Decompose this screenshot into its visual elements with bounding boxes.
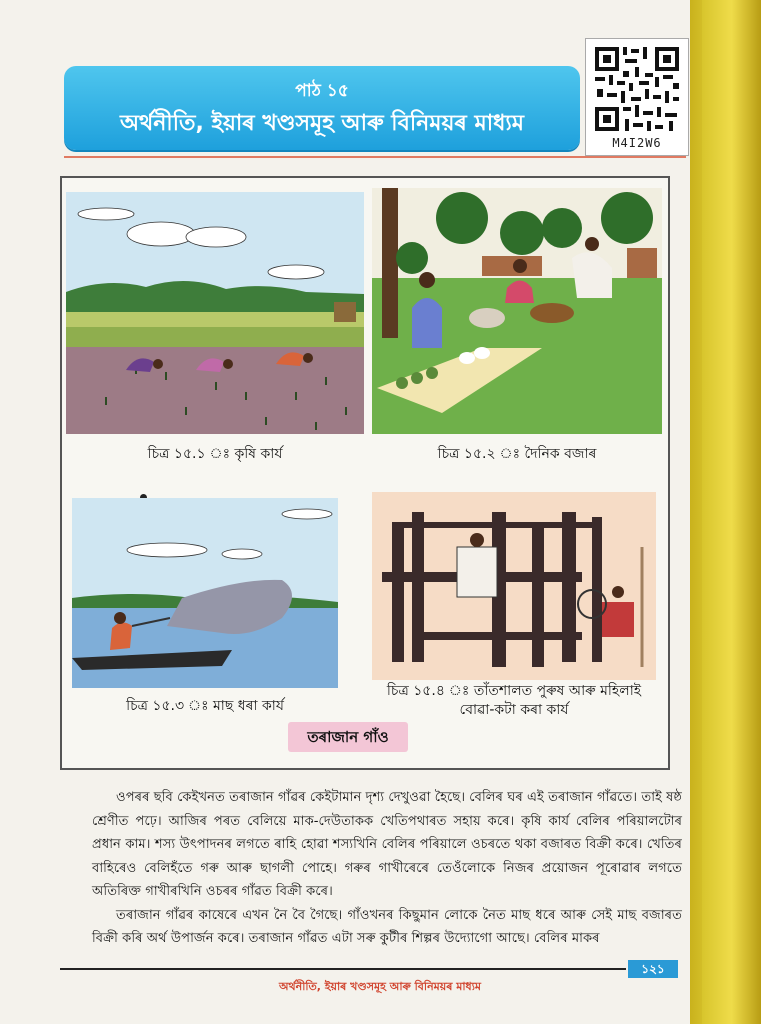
figure-caption-multiline xyxy=(372,682,656,720)
lesson-banner xyxy=(64,66,580,150)
qr-code-text: M4I2W6 xyxy=(612,136,662,150)
qr-code-icon xyxy=(593,45,681,133)
farming-illustration xyxy=(66,192,364,434)
page-number: ১২১ xyxy=(628,960,678,978)
qr-code[interactable] xyxy=(585,38,689,156)
figure-caption-line: বোৱা-কটা কৰা কাৰ্য xyxy=(459,702,569,718)
village-label: তৰাজান গাঁও xyxy=(288,722,408,752)
page-edge-outer xyxy=(702,0,761,1024)
paragraph: ওপৰৰ ছবি কেইখনত তৰাজান গাঁৱৰ কেইটামান দৃশ্য দেখুওৱা হৈছে। বেলিৰ ঘৰ এই তৰাজান গাঁৱতে। তাই ষষ্ঠ শ্ৰেণীত পঢ়ে। আজিৰ পৰত বেলিয়ে মাক-দেউতাকক খেতিপথাৰত সহায় কৰে। কৃষি কাৰ্য বেলিৰ পৰিয়ালটোৰ প্ৰধান কাম। শস্য উৎপাদনৰ লগতে ৰাহি হোৱা শস্যখিনি বেলিৰ পৰিয়ালে ওচৰতে থকা বজাৰত বিক্ৰী কৰে। খেতিৰ বাহিৰেও বেলিহঁতে গৰু আৰু ছাগলী পোহে। গৰুৰ গাখীৰেৰে তেওঁলোকে নিজৰ প্ৰয়োজন পূৰোৱাৰ লগতে অতিৰিক্ত গাখীৰখিনি ওচৰৰ গাঁৱত বিক্ৰী কৰে। xyxy=(92,790,682,899)
lesson-title: অৰ্থনীতি, ইয়াৰ খণ্ডসমূহ আৰু বিনিময়ৰ মাধ্যম xyxy=(119,111,525,136)
figure-caption: চিত্ৰ ১৫.৩ ঃ মাছ ধৰা কাৰ্য xyxy=(126,698,284,714)
weaving-illustration xyxy=(372,492,656,680)
footer-title: অৰ্থনীতি, ইয়াৰ খণ্ডসমূহ আৰু বিনিময়ৰ মাধ্যম xyxy=(278,980,482,993)
footer-rule xyxy=(60,968,626,970)
paragraph: তৰাজান গাঁৱৰ কাষেৰে এখন নৈ বৈ গৈছে। গাঁওখনৰ কিছুমান লোকে নৈত মাছ ধৰে আৰু সেই মাছ বজাৰত বিক্ৰী কৰি অৰ্থ উপাৰ্জন কৰে। তৰাজান গাঁৱত এটা সৰু কুটীৰ শিল্পৰ উদ্যোগো আছে। বেলিৰ মাকৰ xyxy=(92,907,682,946)
market-illustration xyxy=(372,188,662,434)
figure-caption-line: চিত্ৰ ১৫.৪ ঃ তাঁতশালত পুৰুষ আৰু মহিলাই xyxy=(386,683,642,699)
fishing-illustration xyxy=(72,498,338,688)
figure-caption: চিত্ৰ ১৫.২ ঃ দৈনিক বজাৰ xyxy=(437,446,597,462)
lesson-number: পাঠ ১৫ xyxy=(295,81,349,101)
header-rule xyxy=(64,156,686,158)
figure-caption: চিত্ৰ ১৫.১ ঃ কৃষি কাৰ্য xyxy=(147,446,283,462)
body-text xyxy=(92,786,682,951)
